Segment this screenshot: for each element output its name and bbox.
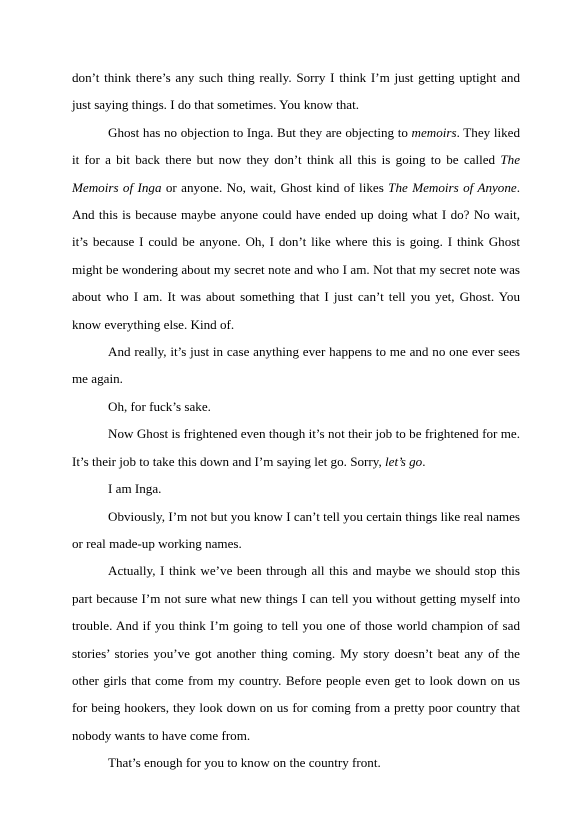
italic-title: The Memoirs of Inga	[72, 152, 520, 195]
document-page	[72, 64, 520, 777]
paragraph-text: .	[422, 453, 426, 469]
paragraph-text: . And this is because maybe anyone could have ended up doing what I do? No wait, it’s because I could be anyone. Oh, I don’t like where this is going. I think Ghost might be wondering about my secret note and who I am. Not that my secret note was about who I am. It was about something that I just can’t tell you yet, Ghost. You know everything else. Kind of.	[72, 179, 520, 332]
italic-term: memoirs	[411, 124, 457, 140]
paragraph-text: Now Ghost is frightened even though it’s not their job to be frightened for me. It’s their job to take this down and I’m saying let go. Sorry,	[72, 426, 520, 469]
paragraph-5	[72, 420, 520, 475]
paragraph-text: . They liked it for a bit back there but now they don’t think all this is going to be called	[72, 124, 520, 168]
italic-phrase: let’s go	[385, 453, 423, 469]
paragraph-text: That’s enough for you to know on the country front.	[108, 755, 381, 771]
paragraph-text: Obviously, I’m not but you know I can’t tell you certain things like real names or real made-up working names.	[72, 508, 520, 551]
paragraph-text: And really, it’s just in case anything ever happens to me and no one ever sees me again.	[72, 344, 520, 387]
paragraph-text: Actually, I think we’ve been through all this and maybe we should stop this part because I’m not sure what new things I can tell you without getting myself into trouble. And if you think I’m going to tell you one of those world champion of sad stories’ stories you’ve got another thing coming. My story doesn’t beat any of the other girls that come from my country. Before people even get to look down on us for being hookers, they look down on us for coming from a pretty poor country that nobody wants to have come from.	[72, 563, 520, 743]
paragraph-3	[72, 338, 520, 393]
paragraph-7	[72, 503, 520, 558]
paragraph-9	[72, 749, 520, 776]
paragraph-text: Ghost has no objection to Inga. But they are objecting to	[108, 124, 412, 140]
paragraph-1	[72, 64, 520, 119]
paragraph-text: or anyone. No, wait, Ghost kind of likes	[161, 179, 389, 195]
paragraph-8	[72, 557, 520, 749]
paragraph-text: don’t think there’s any such thing really. Sorry I think I’m just getting uptight and just saying things. I do that sometimes. You know that.	[72, 70, 520, 113]
italic-title: The Memoirs of Anyone	[388, 179, 517, 195]
paragraph-6	[72, 475, 520, 502]
paragraph-text: Oh, for fuck’s sake.	[108, 398, 211, 414]
paragraph-4	[72, 393, 520, 420]
paragraph-2	[72, 119, 520, 338]
paragraph-text: I am Inga.	[108, 481, 162, 497]
